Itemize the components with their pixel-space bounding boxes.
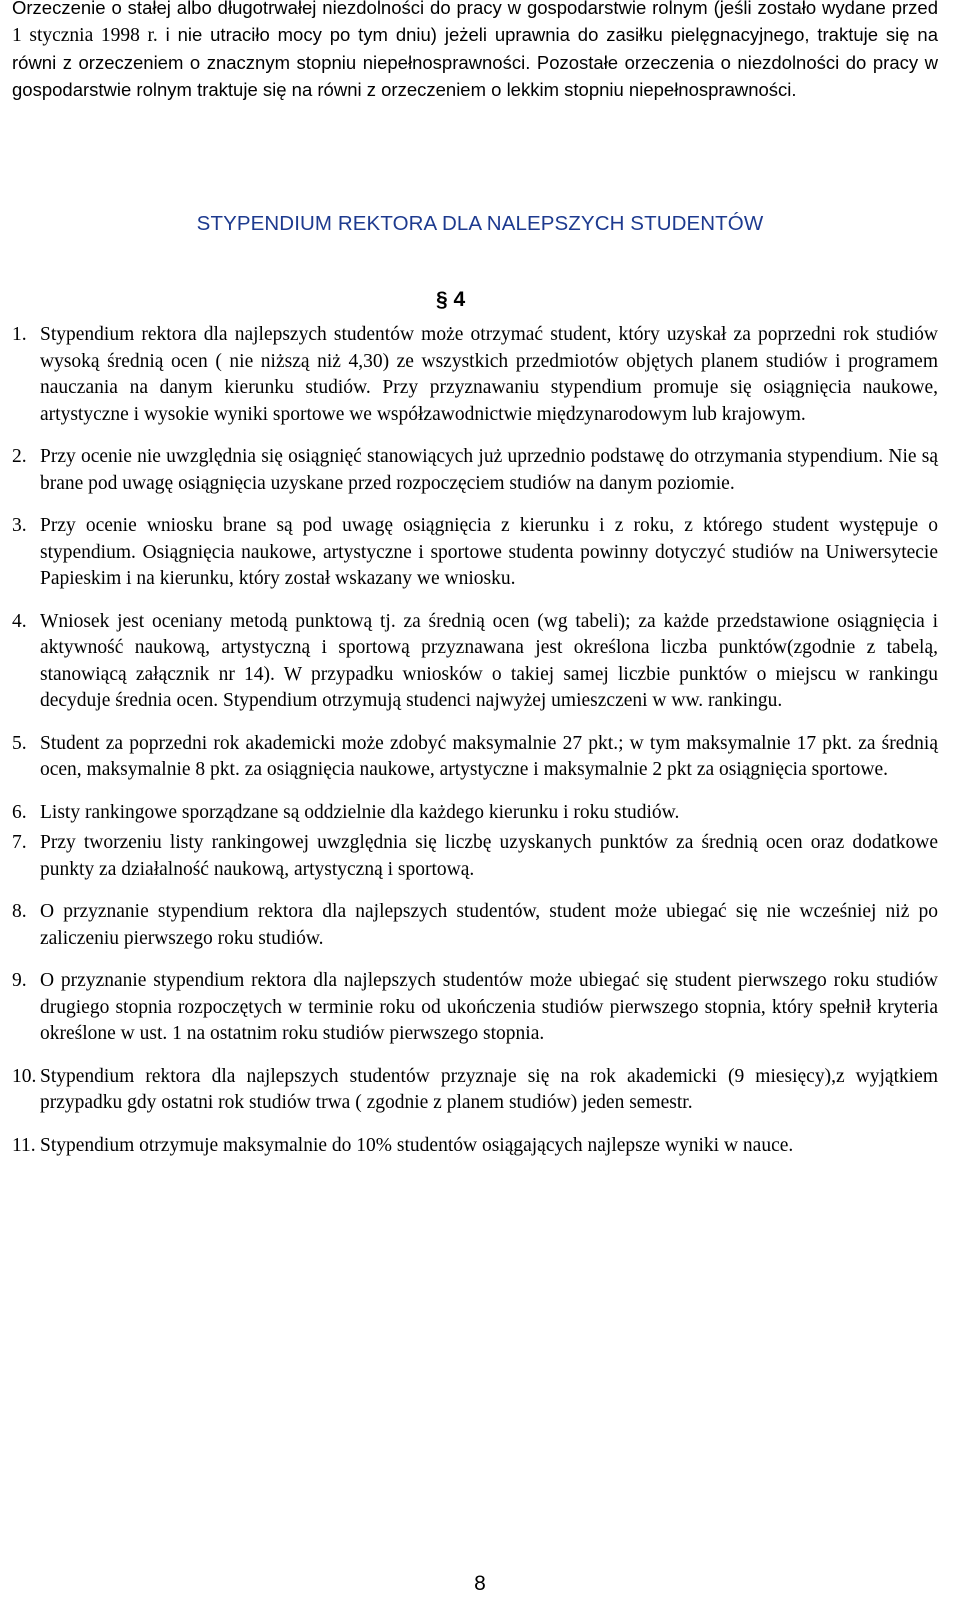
list-item-number: 5. [12,732,27,754]
section-heading: STYPENDIUM REKTORA DLA NALEPSZYCH STUDENTÓW [196,212,764,235]
list-item-text: Stypendium otrzymuje maksymalnie do 10% studentów osiągających najlepsze wyniki w nauce. [40,1134,794,1156]
list-item-number: 9. [12,970,27,991]
list-item-number: 11. [12,1134,36,1156]
list-item-number: 8. [12,901,27,922]
list-item [12,830,938,883]
list-item-number: 7. [12,832,27,853]
intro-line-1: Orzeczenie o stałej albo długotrwałej niezdolności do pracy w gospodarstwie rolnym [12,0,708,18]
list-item-text: Przy ocenie nie uwzględnia się osiągnięć stanowiących już uprzednio podstawę do otrzymania stypendium. Nie są brane pod uwagę osiągnięcia uzyskane przed rozpoczęciem studiów na danym poziomie. [40,446,938,494]
list-item-text: O przyznanie stypendium rektora dla najlepszych studentów, student może ubiegać się nie wcześniej niż po zaliczeniu pierwszego roku studiów. [40,901,938,949]
list-item-text: Listy rankingowe sporządzane są oddzielnie dla każdego kierunku i roku studiów. [40,801,680,823]
numbered-list [12,322,938,1159]
intro-date: 1 stycznia 1998 r. [12,25,158,46]
list-item-number: 10. [12,1065,37,1087]
list-item [12,1064,938,1117]
section-number: § 4 [436,288,466,311]
intro-paragraph [12,0,938,103]
list-item [12,968,938,1048]
list-item [12,513,938,593]
list-item [12,1133,938,1160]
list-item [12,899,938,952]
list-item [12,322,938,428]
list-item-number: 2. [12,446,27,467]
list-item-text: Wniosek jest oceniany metodą punktową tj. za średnią ocen (wg tabeli); za każde przedstawione osiągnięcia i aktywność naukową, artystyczną i sportową przyznawana jest określona liczba punktów(zgodnie z tabelą, stanowiącą załącznik nr 14). W przypadku wniosków o takiej samej liczbie punktów o miejscu w rankingu decyduje średnia ocen. Stypendium otrzymują studenci najwyżej umieszczeni w ww. rankingu. [40,610,938,711]
list-item-number: 1. [12,324,27,345]
list-item-number: 6. [12,801,27,823]
list-item-text: Stypendium rektora dla najlepszych studentów może otrzymać student, który uzyskał za poprzedni rok studiów wysoką średnią ocen ( nie niższą niż 4,30) ze wszystkich przedmiotów objętych planem studiów i programem nauczania na danym kierunku studiów. Przy przyznawaniu stypendium promuje się osiągnięcia naukowe, artystyczne i wysokie wyniki sportowe we współzawodnictwie międzynarodowym lub krajowym. [40,324,938,425]
list-item-text: Student za poprzedni rok akademicki może zdobyć maksymalnie 27 pkt.; w tym maksymalnie 17 pkt. za średnią ocen, maksymalnie 8 pkt. za osiągnięcia naukowe, artystyczne i maksymalnie 2 pkt za osiągnięcia sportowe. [40,732,938,780]
list-item [12,609,938,715]
list-item [12,731,938,784]
list-item-text: Przy tworzeniu listy rankingowej uwzględnia się liczbę uzyskanych punktów za średnią ocen oraz dodatkowe punkty za działalność naukową, artystyczną i sportową. [40,832,938,880]
intro-text-sans: (jeśli zostało wydane przed [713,0,939,18]
list-item [12,800,938,827]
list-item-number: 4. [12,610,27,632]
intro-text-rest: i nie utraciło mocy po tym dniu) jeżeli uprawnia do zasiłku pielęgnacyjnego, traktuje się na równi z orzeczeniem o znacznym stopniu niepełnosprawności. Pozostałe orzeczenia o niezdolności do pracy w gospodarstwie rolnym traktuje się na równi z orzeczeniem o lekkim stopniu niepełnosprawności. [12,24,939,100]
list-item-text: Przy ocenie wniosku brane są pod uwagę osiągnięcia z kierunku i z roku, z którego student występuje o stypendium. Osiągnięcia naukowe, artystyczne i sportowe studenta powinny dotyczyć studiów na Uniwersytecie Papieskim i na kierunku, który został wskazany we wniosku. [40,515,938,589]
list-item-number: 3. [12,515,27,536]
list-item-text: Stypendium rektora dla najlepszych studentów przyznaje się na rok akademicki (9 miesięcy),z wyjątkiem przypadku gdy ostatni rok studiów trwa ( zgodnie z planem studiów) jeden semestr. [40,1065,938,1113]
page-number: 8 [474,1572,486,1595]
list-item [12,444,938,497]
list-item-text: O przyznanie stypendium rektora dla najlepszych studentów może ubiegać się student pierwszego roku studiów drugiego stopnia rozpoczętych w terminie roku od ukończenia studiów pierwszego stopnia, który spełnił kryteria określone w ust. 1 na ostatnim roku studiów pierwszego stopnia. [40,970,938,1044]
